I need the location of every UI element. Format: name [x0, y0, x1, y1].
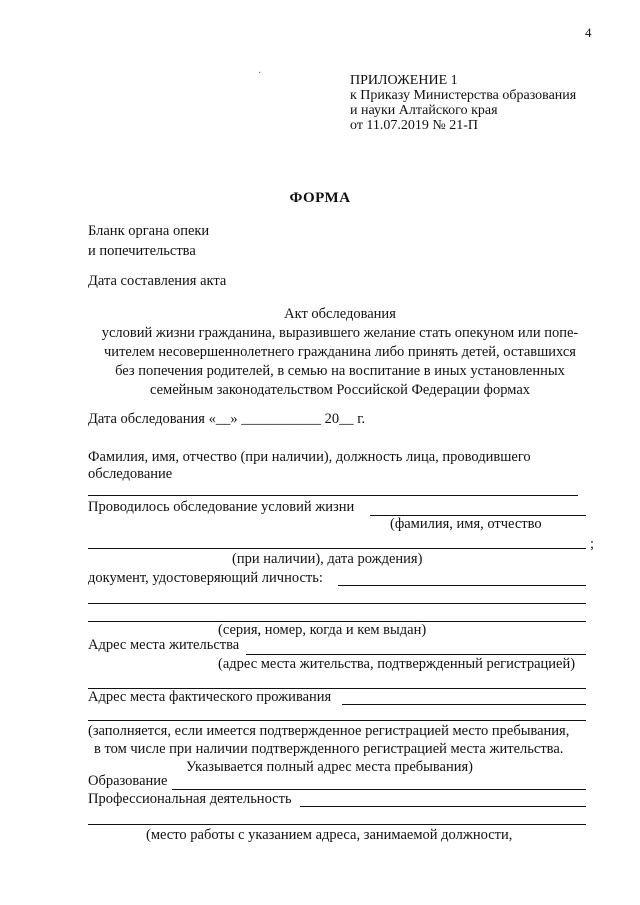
stay-note-line-2: в том числе при наличии подтвержденного регистрацией места жительства.	[94, 741, 564, 757]
profession-field[interactable]	[300, 806, 586, 807]
hint-workplace: (место работы с указанием адреса, занимаемой должности,	[146, 827, 513, 843]
appendix-title: ПРИЛОЖЕНИЕ 1	[350, 73, 458, 88]
hint-residence: (адрес места жительства, подтвержденный регистрацией)	[218, 656, 576, 672]
act-title-line-5: семейным законодательством Российской Федерации формах	[149, 382, 531, 398]
form-label: ФОРМА	[289, 190, 351, 206]
stay-note-line-1: (заполняется, если имеется подтвержденное регистрацией место пребывания,	[88, 723, 570, 739]
page-number: 4	[585, 25, 592, 40]
surveyed-person-field-2[interactable]	[88, 548, 586, 549]
education-field[interactable]	[172, 789, 586, 790]
inspector-field[interactable]	[88, 495, 578, 496]
education-label: Образование	[88, 773, 168, 789]
actual-address-field[interactable]	[342, 704, 586, 705]
actual-address-label: Адрес места фактического проживания	[88, 689, 332, 705]
id-doc-field[interactable]	[338, 585, 586, 586]
inspector-label	[88, 449, 588, 483]
act-title-line-4: без попечения родителей, в семью на воспитание в иных установленных	[115, 363, 565, 379]
hint-birth: (при наличии), дата рождения)	[232, 551, 423, 567]
appendix-line-1: к Приказу Министерства образования	[350, 88, 577, 103]
scan-speck: ·	[258, 68, 262, 79]
survey-date-label[interactable]: Дата обследования «__» ___________ 20__ г.	[88, 411, 366, 427]
inspector-label-line-1: Фамилия, имя, отчество (при наличии), должность лица, проводившего	[88, 449, 531, 465]
surveyed-label: Проводилось обследование условий жизни	[88, 499, 355, 515]
profession-label: Профессиональная деятельность	[88, 791, 292, 807]
residence-label: Адрес места жительства	[88, 637, 240, 653]
semicolon: ;	[590, 536, 595, 552]
inspector-label-line-2: обследование	[88, 466, 173, 482]
id-doc-label: документ, удостоверяющий личность:	[88, 570, 323, 586]
profession-field-2[interactable]	[88, 824, 586, 825]
id-doc-field-2[interactable]	[88, 603, 586, 604]
stay-note-line-3: Указывается полный адрес места пребывания)	[186, 759, 474, 775]
act-title-line-3: чителем несовершеннолетнего гражданина либо принять детей, оставшихся	[104, 344, 576, 360]
residence-field[interactable]	[246, 654, 586, 655]
appendix-line-2: и науки Алтайского края	[350, 103, 498, 118]
act-title-line-1: Акт обследования	[284, 306, 396, 322]
issuer-block	[88, 221, 209, 261]
act-title-line-2: условий жизни гражданина, выразившего желание стать опекуном или попе-	[101, 325, 579, 341]
appendix-header	[350, 73, 576, 133]
hint-fio: (фамилия, имя, отчество	[390, 516, 542, 532]
issuer-line-2: и попечительства	[88, 243, 196, 259]
issuer-line-1: Бланк органа опеки	[88, 223, 210, 239]
act-title	[80, 305, 600, 400]
actual-address-field-2[interactable]	[88, 720, 586, 721]
act-date-label: Дата составления акта	[88, 273, 227, 289]
appendix-line-3: от 11.07.2019 № 21-П	[350, 118, 479, 133]
hint-id-doc: (серия, номер, когда и кем выдан)	[218, 622, 427, 638]
